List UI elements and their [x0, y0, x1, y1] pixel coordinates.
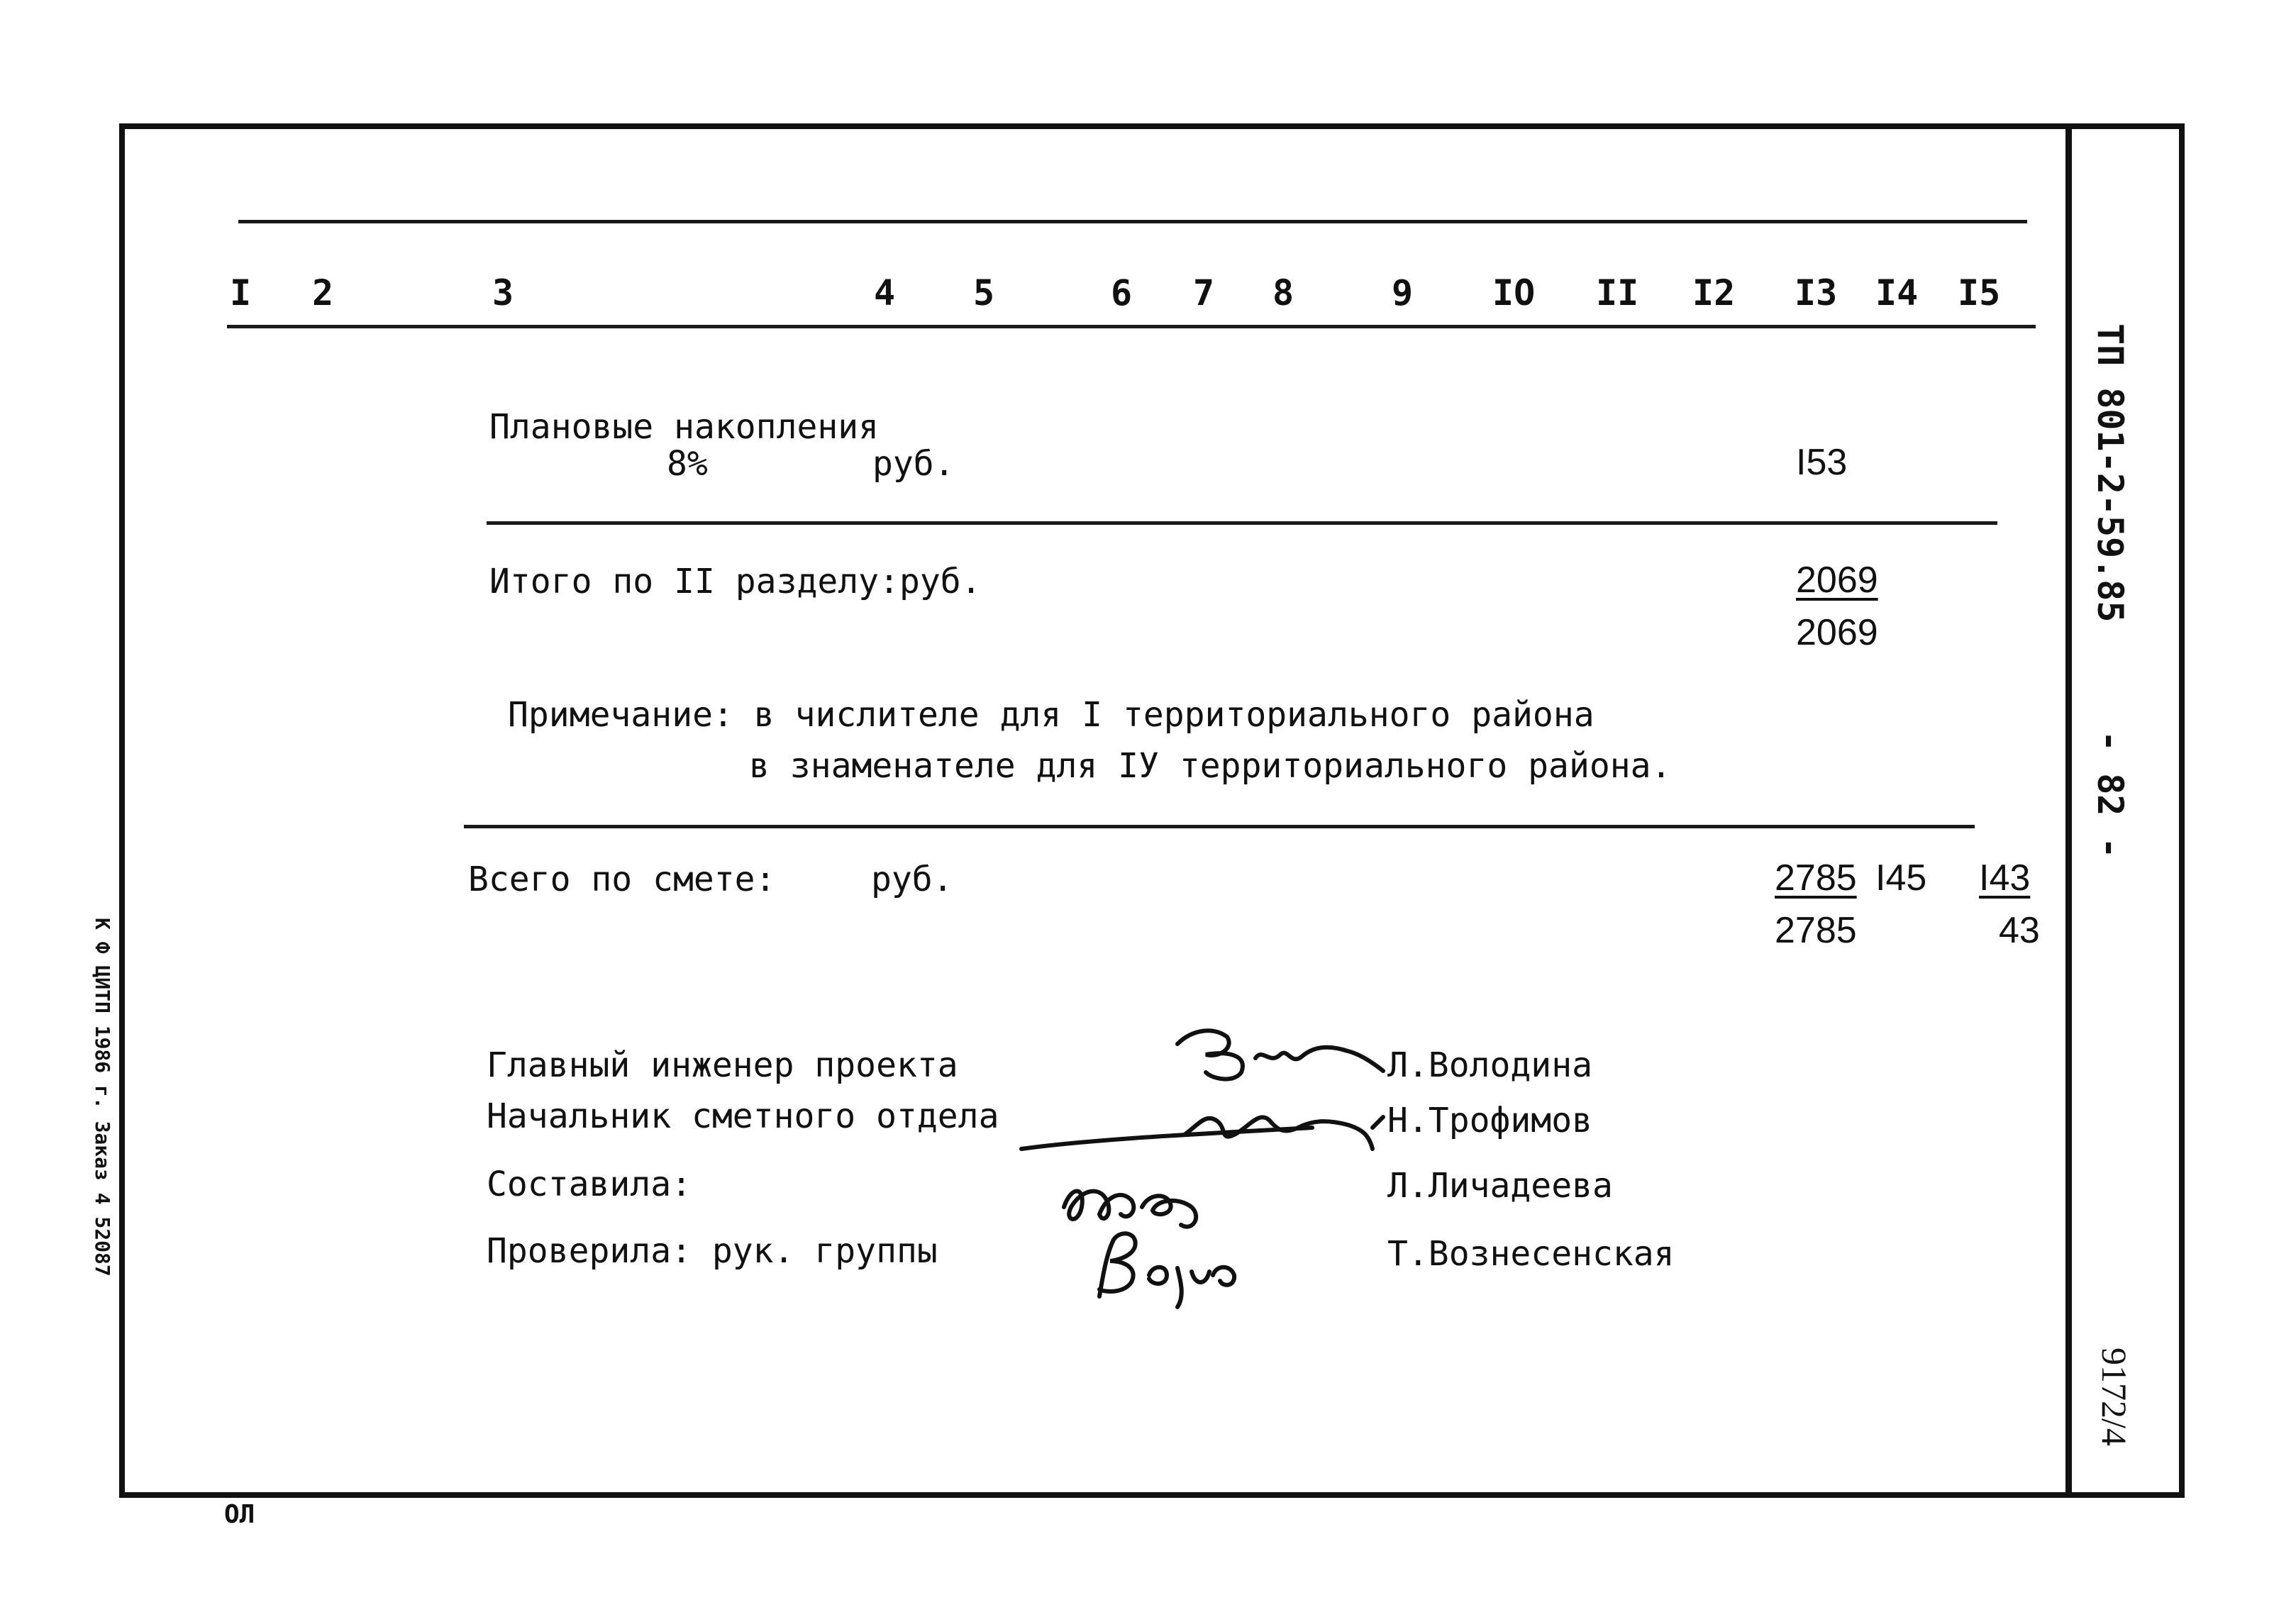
signature-role: Главный инженер проекта	[487, 1045, 958, 1085]
print-info: К Ф ЦИТП 1986 г. Заказ 4 52087	[91, 918, 114, 1277]
planned-savings-percent: 8%	[667, 444, 708, 484]
handwritten-signature-2	[1014, 1085, 1412, 1163]
col-header: 2	[312, 272, 334, 313]
signature-name: Т.Вознесенская	[1387, 1234, 1675, 1274]
grand-total-col13-denominator: 2785	[1775, 910, 1857, 951]
signature-role: Проверила: рук. группы	[487, 1231, 938, 1271]
header-bottom-line	[227, 325, 2036, 328]
col-header: I	[230, 272, 252, 313]
signature-role: Начальник сметного отдела	[487, 1096, 999, 1136]
col-header: I4	[1875, 272, 1919, 313]
col-header: 4	[874, 272, 896, 313]
grand-total-unit: руб.	[871, 860, 953, 899]
planned-savings-unit: руб.	[872, 444, 955, 484]
col-header: 8	[1272, 272, 1294, 313]
note-line-2: в знаменателе для IУ территориального района.	[749, 746, 1672, 786]
col-header: II	[1596, 272, 1639, 313]
signature-role: Составила:	[487, 1165, 692, 1204]
section-total-numerator: 2069	[1796, 560, 1878, 601]
handwritten-signature-4	[1071, 1218, 1255, 1311]
grand-total-col13-numerator: 2785	[1775, 857, 1857, 899]
doc-code: ТП 801-2-59.85	[2090, 323, 2131, 623]
page-number: - 82 -	[2090, 730, 2131, 859]
col-header: I2	[1692, 272, 1736, 313]
col-header: I3	[1795, 272, 1838, 313]
divider-line	[464, 825, 1975, 828]
col-header: 3	[492, 272, 514, 313]
sheet-ref: 9172/4	[2095, 1348, 2134, 1446]
sidebar-divider	[2065, 126, 2072, 1495]
col-header: I5	[1958, 272, 2001, 313]
section-total-denominator: 2069	[1796, 612, 1878, 653]
grand-total-label: Всего по смете:	[468, 860, 776, 899]
signature-name: Н.Трофимов	[1387, 1101, 1592, 1140]
planned-savings-value: I53	[1796, 442, 1848, 483]
signature-name: Л.Володина	[1387, 1045, 1592, 1085]
grand-total-col15-numerator: I43	[1979, 857, 2031, 899]
format-mark: ОЛ	[224, 1500, 255, 1529]
col-header: 7	[1193, 272, 1215, 313]
col-header: 6	[1111, 272, 1133, 313]
col-header: IO	[1492, 272, 1536, 313]
planned-savings-label: Плановые накопления	[489, 407, 880, 447]
header-top-line	[238, 220, 2027, 223]
col-header: 9	[1392, 272, 1414, 313]
divider-line	[487, 521, 1997, 525]
col-header: 5	[973, 272, 995, 313]
note-line-1: Примечание: в числителе для I территориального района	[508, 695, 1595, 735]
section-total-label: Итого по II разделу:руб.	[489, 562, 982, 601]
grand-total-col15-denominator: 43	[1999, 910, 2040, 951]
grand-total-col14: I45	[1875, 857, 1927, 899]
signature-name: Л.Личадеева	[1387, 1166, 1613, 1206]
handwritten-signature-1	[1163, 1016, 1397, 1094]
